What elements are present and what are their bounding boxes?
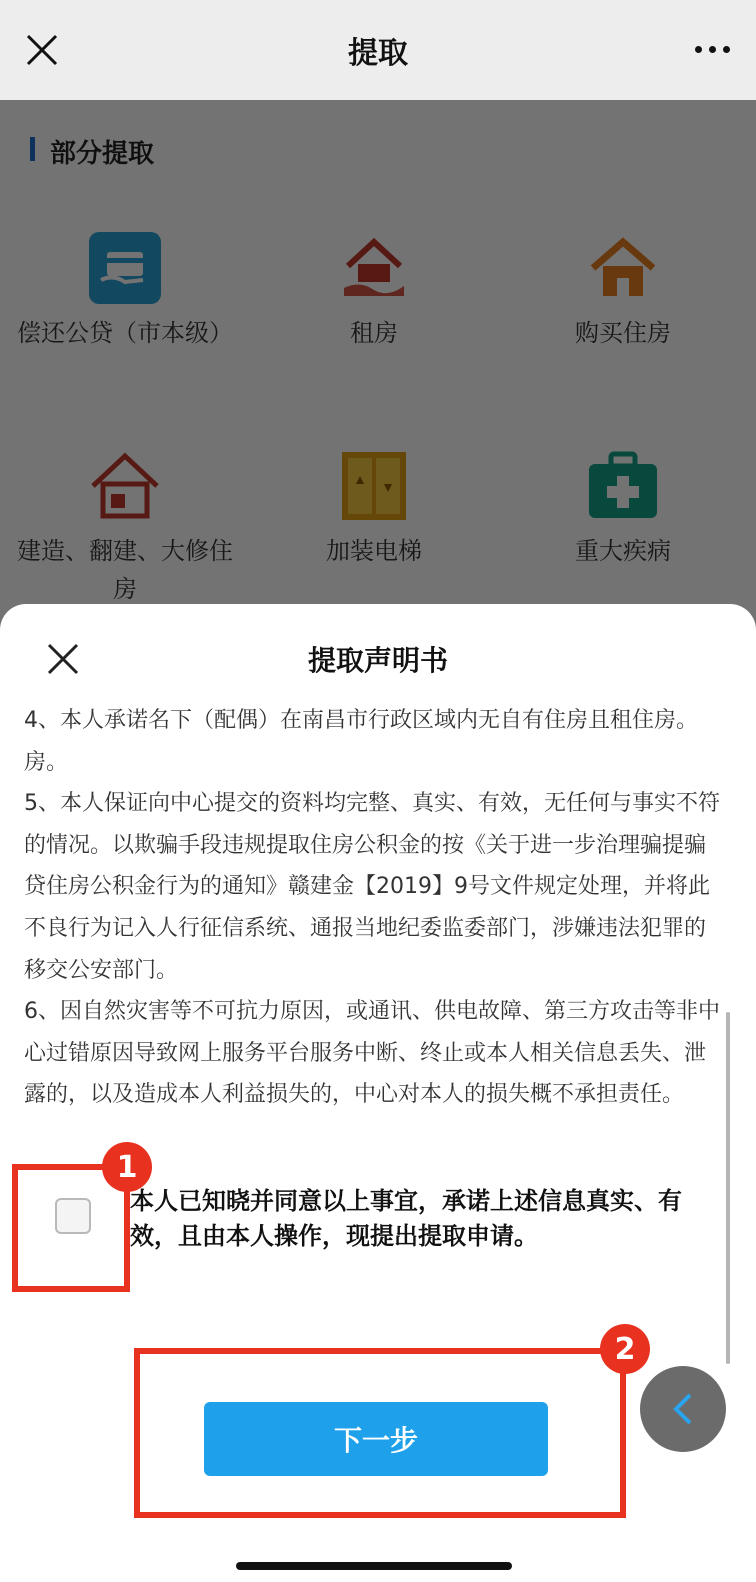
page-title: 提取 — [348, 36, 408, 71]
next-button[interactable]: 下一步 — [204, 1402, 548, 1476]
declaration-cut-line: 4、本人承诺名下（配偶）在南昌市行政区域内无自有住房且租住房。 — [24, 708, 698, 733]
top-nav-bar — [0, 0, 756, 100]
home-indicator — [236, 1562, 512, 1570]
back-button[interactable] — [640, 1366, 726, 1452]
close-icon[interactable] — [44, 640, 82, 678]
annotation-badge-2: 2 — [600, 1324, 650, 1374]
annotation-badge-1: 1 — [102, 1142, 152, 1192]
agree-text: 本人已知晓并同意以上事宜，承诺上述信息真实、有效，且由本人操作，现提出提取申请。 — [130, 1187, 682, 1250]
annotation-box-2 — [134, 1348, 626, 1518]
close-icon[interactable] — [22, 30, 62, 70]
chevron-left-icon — [668, 1389, 698, 1429]
declaration-text — [24, 708, 724, 1152]
more-dots-icon[interactable] — [695, 46, 730, 53]
declaration-paragraph: 5、本人保证向中心提交的资料均完整、真实、有效，无任何与事实不符的情况。以欺骗手段违规提取住房公积金的按《关于进一步治理骗提骗贷住房公积金行为的通知》赣建金【2019】9号文件规定处理，并将此不良行为记入人行征信系统、通报当地纪委监委部门，涉嫌违法犯罪的移交公安部门。 — [24, 791, 720, 983]
sheet-header — [0, 604, 756, 714]
declaration-paragraph: 房。 — [24, 749, 69, 775]
declaration-paragraph: 6、因自然灾害等不可抗力原因，或通讯、供电故障、第三方攻击等非中心过错原因导致网上服务平台服务中断、终止或本人相关信息丢失、泄露的，以及造成本人利益损失的，中心对本人的损失概不承担责任。 — [24, 999, 720, 1108]
sheet-title: 提取声明书 — [307, 644, 448, 677]
declaration-sheet — [0, 604, 756, 1582]
